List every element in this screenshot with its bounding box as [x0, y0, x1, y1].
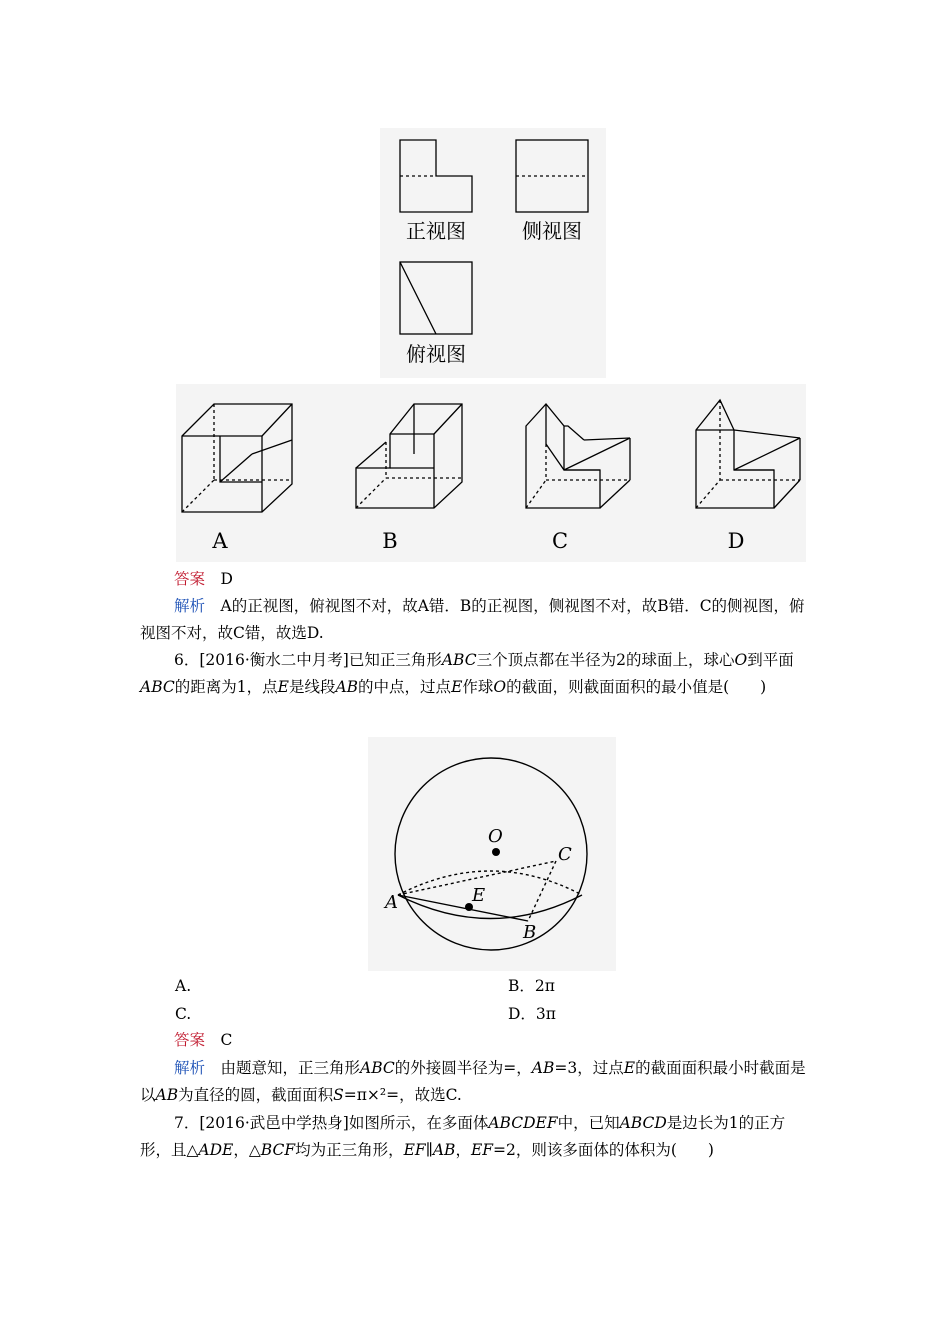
question-source: [2016·衡水二中月考]: [199, 651, 349, 669]
label-b: B: [523, 922, 537, 943]
solid-label-d: D: [727, 529, 745, 553]
top-view-label: 俯视图: [406, 342, 466, 366]
q5-analysis: [140, 593, 812, 647]
front-view-label: 正视图: [406, 219, 466, 243]
analysis-text: A的正视图，俯视图不对，故A错．B的正视图，侧视图不对，故B错．C的侧视图，俯视图不对，故C错，故选D.: [140, 597, 805, 642]
option-d: D．3π: [508, 1005, 556, 1023]
analysis-label: 解析: [174, 597, 206, 615]
answer-label: 答案: [174, 1031, 206, 1049]
q6-stem: 6．[2016·衡水二中月考]已知正三角形ABC三个顶点都在半径为2的球面上，球心O到平面ABC的距离为1，点E是线段AB的中点，过点E作球O的截面，则截面面积的最小值是( ): [140, 651, 794, 696]
answer-value: D: [220, 570, 233, 588]
label-o: O: [488, 826, 503, 847]
question-source: [2016·武邑中学热身]: [199, 1114, 349, 1132]
option-c: C.: [175, 1005, 192, 1023]
solid-label-c: C: [551, 529, 569, 553]
label-c: C: [558, 844, 572, 865]
analysis-label: 解析: [174, 1059, 206, 1077]
q7-stem: 7．[2016·武邑中学热身]如图所示，在多面体ABCDEF中，已知ABCD是边长为1的正方形，且△ADE，△BCF均为正三角形，EF∥AB，EF=2，则该多面体的体积为( ): [140, 1114, 786, 1159]
option-b: B．2π: [508, 977, 555, 995]
answer-label: 答案: [174, 570, 206, 588]
q5-answer-line: [140, 566, 812, 593]
label-e: E: [472, 885, 486, 906]
side-view-label: 侧视图: [522, 219, 582, 243]
solids-figure: [176, 384, 806, 562]
label-a: A: [385, 892, 398, 913]
answer-value: C: [220, 1031, 233, 1049]
three-view-figure: [380, 128, 606, 378]
solid-label-a: A: [212, 529, 228, 553]
solid-label-b: B: [382, 529, 398, 553]
q6-answer-line: [140, 1027, 812, 1054]
sphere-figure: [368, 737, 616, 971]
option-a: A.: [175, 977, 192, 995]
q6-analysis: 解析 由题意知，正三角形ABC的外接圆半径为=，AB=3，过点E的截面面积最小时截面是以AB为直径的圆，截面面积S=π×²=，故选C.: [140, 1059, 806, 1104]
